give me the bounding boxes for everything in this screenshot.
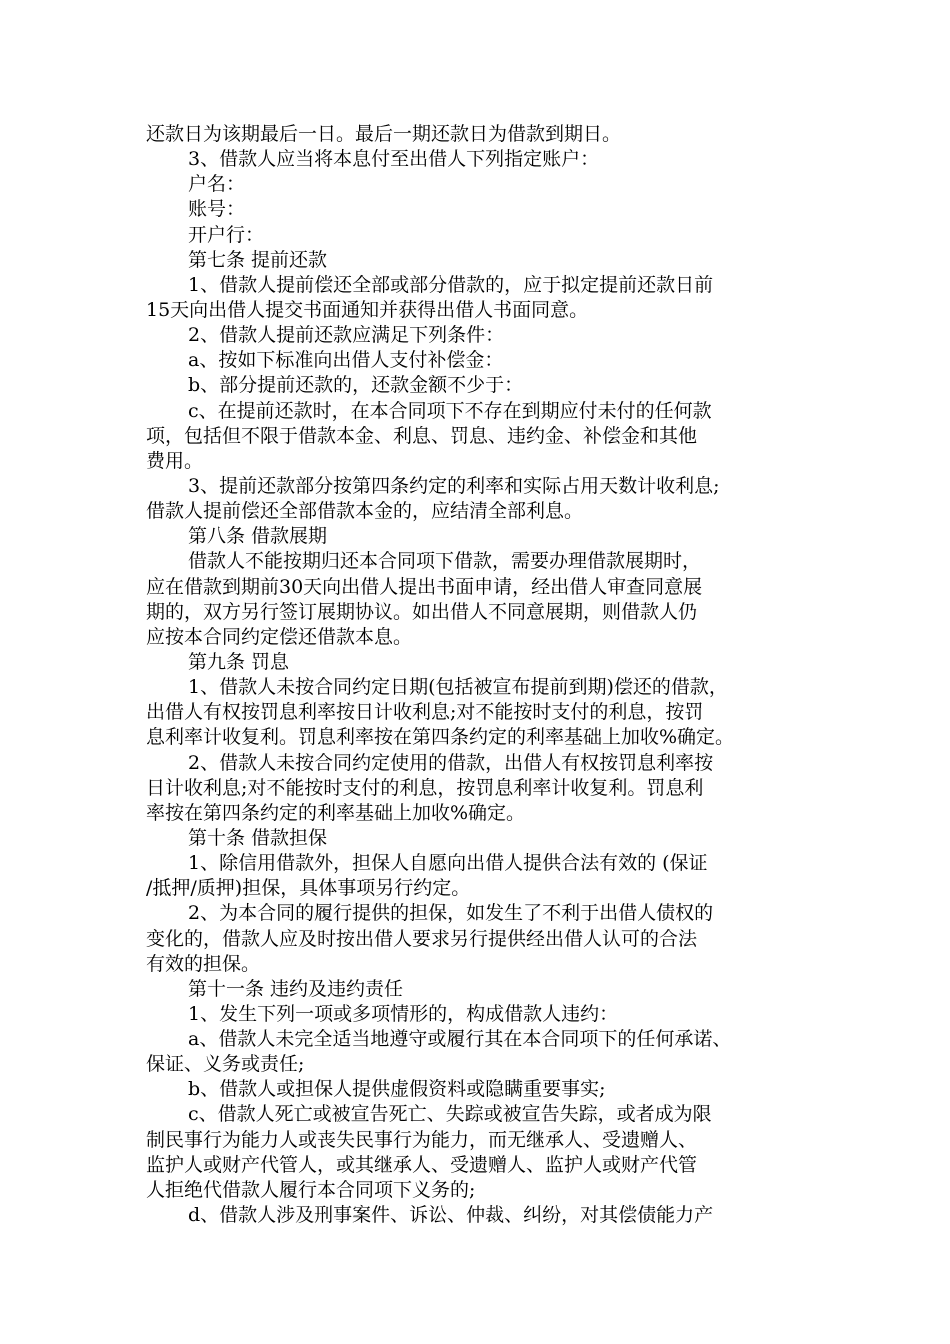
paragraph-line: /抵押/质押)担保，具体事项另行约定。 xyxy=(146,877,471,900)
paragraph-line: 监护人或财产代管人，或其继承人、受遗赠人、监护人或财产代管 xyxy=(146,1153,698,1176)
paragraph-line: a、按如下标准向出借人支付补偿金： xyxy=(188,349,504,372)
paragraph-line: 率按在第四条约定的利率基础上加收%确定。 xyxy=(146,801,526,824)
paragraph-line: 1、借款人未按合同约定日期(包括被宣布提前到期)偿还的借款， xyxy=(188,676,728,699)
paragraph-line: 1、借款人提前偿还全部或部分借款的，应于拟定提前还款日前 xyxy=(188,273,714,296)
paragraph-line: 出借人有权按罚息利率按日计收利息;对不能按时支付的利息，按罚 xyxy=(146,701,704,724)
paragraph-line: b、借款人或担保人提供虚假资料或隐瞒重要事实; xyxy=(188,1078,606,1101)
paragraph-line: 1、发生下列一项或多项情形的，构成借款人违约： xyxy=(188,1002,619,1025)
paragraph-line: 2、借款人提前还款应满足下列条件： xyxy=(188,324,505,347)
paragraph-line: 3、提前还款部分按第四条约定的利率和实际占用天数计收利息; xyxy=(188,474,720,497)
paragraph-line: 有效的担保。 xyxy=(146,952,261,975)
paragraph-line: b、部分提前还款的，还款金额不少于： xyxy=(188,374,524,397)
paragraph-line: 日计收利息;对不能按时支付的利息，按罚息利率计收复利。罚息利 xyxy=(146,776,704,799)
paragraph-line: 项，包括但不限于借款本金、利息、罚息、违约金、补偿金和其他 xyxy=(146,424,698,447)
paragraph-line: 开户行： xyxy=(188,223,265,246)
paragraph-line: 息利率计收复利。罚息利率按在第四条约定的利率基础上加收%确定。 xyxy=(146,726,735,749)
paragraph-line: 第七条 提前还款 xyxy=(188,248,328,271)
paragraph-line: 3、借款人应当将本息付至出借人下列指定账户： xyxy=(188,148,600,171)
paragraph-line: a、借款人未完全适当地遵守或履行其在本合同项下的任何承诺、 xyxy=(188,1028,732,1051)
paragraph-line: 第十一条 违约及违约责任 xyxy=(188,977,404,1000)
paragraph-line: 期的，双方另行签订展期协议。如出借人不同意展期，则借款人仍 xyxy=(146,600,698,623)
paragraph-line: 借款人提前偿还全部借款本金的，应结清全部利息。 xyxy=(146,500,584,523)
paragraph-line: 第九条 罚息 xyxy=(188,650,290,673)
paragraph-line: 账号： xyxy=(188,198,246,221)
paragraph-line: 费用。 xyxy=(146,449,204,472)
paragraph-line: 15天向出借人提交书面通知并获得出借人书面同意。 xyxy=(146,298,589,321)
paragraph-line: 借款人不能按期归还本合同项下借款，需要办理借款展期时， xyxy=(188,550,702,573)
paragraph-line: 第八条 借款展期 xyxy=(188,525,328,548)
paragraph-line: 应按本合同约定偿还借款本息。 xyxy=(146,625,413,648)
paragraph-line: 第十条 借款担保 xyxy=(188,826,328,849)
paragraph-line: c、在提前还款时，在本合同项下不存在到期应付未付的任何款 xyxy=(188,399,712,422)
document-body xyxy=(146,122,836,1228)
paragraph-line: 户名： xyxy=(188,173,246,196)
paragraph-line: 2、为本合同的履行提供的担保，如发生了不利于出借人债权的 xyxy=(188,902,714,925)
paragraph-line: 保证、义务或责任; xyxy=(146,1053,305,1076)
paragraph-line: d、借款人涉及刑事案件、诉讼、仲裁、纠纷，对其偿债能力产 xyxy=(188,1204,714,1227)
paragraph-line: 还款日为该期最后一日。最后一期还款日为借款到期日。 xyxy=(146,123,622,145)
paragraph-line: 2、借款人未按合同约定使用的借款，出借人有权按罚息利率按 xyxy=(188,751,714,774)
paragraph-line: c、借款人死亡或被宣告死亡、失踪或被宣告失踪，或者成为限 xyxy=(188,1103,712,1126)
paragraph-line: 1、除信用借款外，担保人自愿向出借人提供合法有效的 (保证 xyxy=(188,852,708,875)
paragraph-line: 制民事行为能力人或丧失民事行为能力，而无继承人、受遗赠人、 xyxy=(146,1128,698,1151)
paragraph-line: 应在借款到期前30天向出借人提出书面申请，经出借人审查同意展 xyxy=(146,575,703,598)
paragraph-line: 变化的，借款人应及时按出借人要求另行提供经出借人认可的合法 xyxy=(146,927,698,950)
paragraph-line: 人拒绝代借款人履行本合同项下义务的; xyxy=(146,1178,476,1201)
